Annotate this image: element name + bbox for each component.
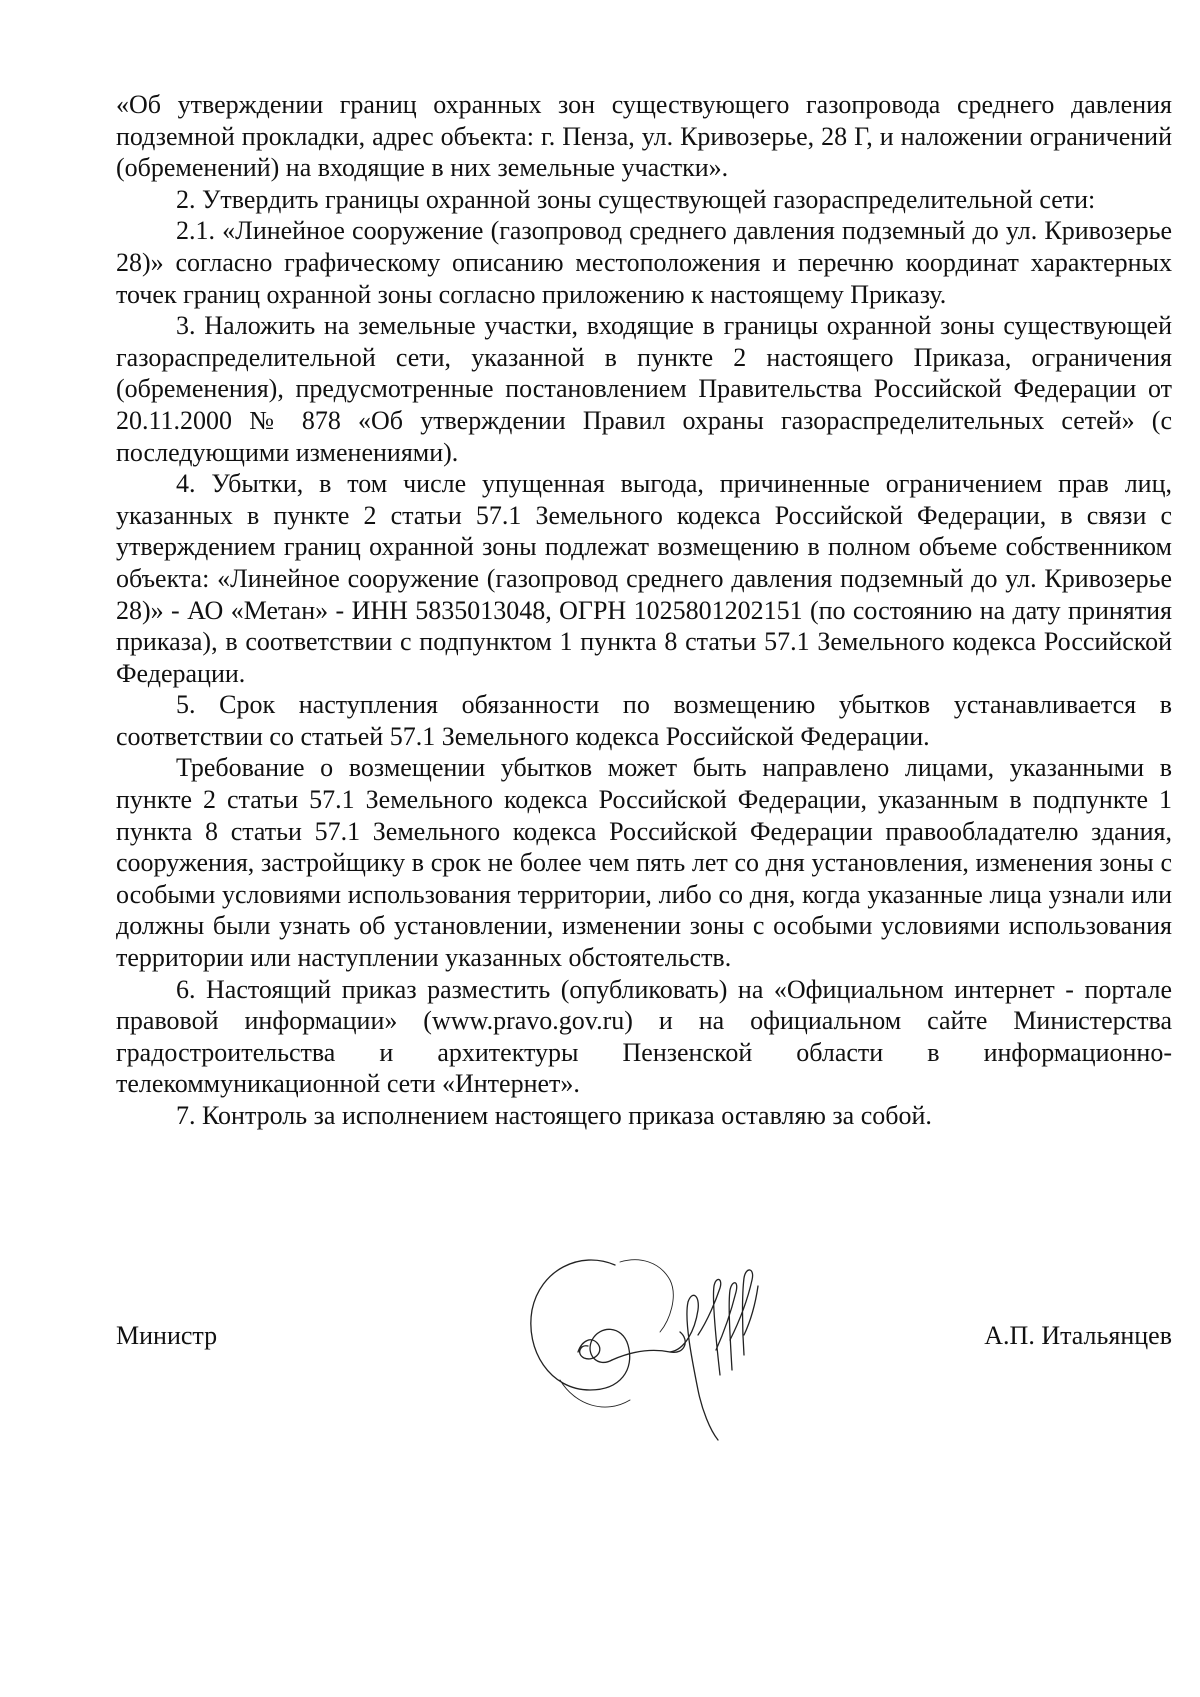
handwritten-signature [520, 1240, 800, 1450]
paragraph-item-7: 7. Контроль за исполнением настоящего приказа оставляю за собой. [176, 1101, 932, 1130]
paragraph-order-title-continuation: «Об утверждении границ охранных зон существующего газопровода среднего давления подземной прокладки, адрес объекта: г. Пенза, ул. Кривозерье, 28 Г, и наложении ограничений (обременений) на входящие в них земельные участки». [116, 90, 1172, 183]
paragraph-item-3: 3. Наложить на земельные участки, входящие в границы охранной зоны существующей газораспределительной сети, указанной в пункте 2 настоящего Приказа, ограничения (обременения), предусмотренные постановлением Правительства Российской Федерации от 20.11.2000 № 878 «Об утверждении Правил охраны газораспределительных сетей» (с последующими изменениями). [116, 311, 1172, 467]
paragraph-item-6: 6. Настоящий приказ разместить (опубликовать) на «Официальном интернет - портале правовой информации» (www.pravo.gov.ru) и на официальном сайте Министерства градостроительства и архитектуры Пензенской области в информационно-телекоммуникационной сети «Интернет». [116, 974, 1172, 1099]
paragraph-item-5: 5. Срок наступления обязанности по возмещению убытков устанавливается в соответствии со статьей 57.1 Земельного кодекса Российской Федерации. [116, 690, 1172, 751]
paragraph-item-2: 2. Утвердить границы охранной зоны существующей газораспределительной сети: [176, 184, 1096, 214]
signatory-position: Министр [116, 1321, 218, 1350]
paragraph-item-2-1: 2.1. «Линейное сооружение (газопровод среднего давления подземный до ул. Кривозерье 28)» согласно графическому описанию местоположения и перечню координат характерных точек границ охранной зоны согласно приложению к настоящему Приказу. [116, 216, 1172, 309]
signatory-name: А.П. Итальянцев [984, 1321, 1172, 1350]
paragraph-item-4: 4. Убытки, в том числе упущенная выгода, причиненные ограничением прав лиц, указанных в пункте 2 статьи 57.1 Земельного кодекса Российской Федерации, в связи с утверждением границ охранной зоны подлежат возмещению в полном объеме собственником объекта: «Линейное сооружение (газопровод среднего давления подземный до ул. Кривозерье 28)» - АО «Метан» - ИНН 5835013048, ОГРН 1025801202151 (по состоянию на дату принятия приказа), в соответствии с подпунктом 1 пункта 8 статьи 57.1 Земельного кодекса Российской Федерации. [116, 469, 1172, 688]
paragraph-compensation-claim: Требование о возмещении убытков может быть направлено лицами, указанными в пункте 2 статьи 57.1 Земельного кодекса Российской Федерации, указанным в подпункте 1 пункта 8 статьи 57.1 Земельного кодекса Российской Федерации правообладателю здания, сооружения, застройщику в срок не более чем пять лет со дня установления, изменения зоны с особыми условиями использования территории, либо со дня, когда указанные лица узнали или должны были узнать об установлении, изменении зоны с особыми условиями использования территории или наступлении указанных обстоятельств. [116, 753, 1172, 973]
document-body [116, 89, 1172, 1132]
